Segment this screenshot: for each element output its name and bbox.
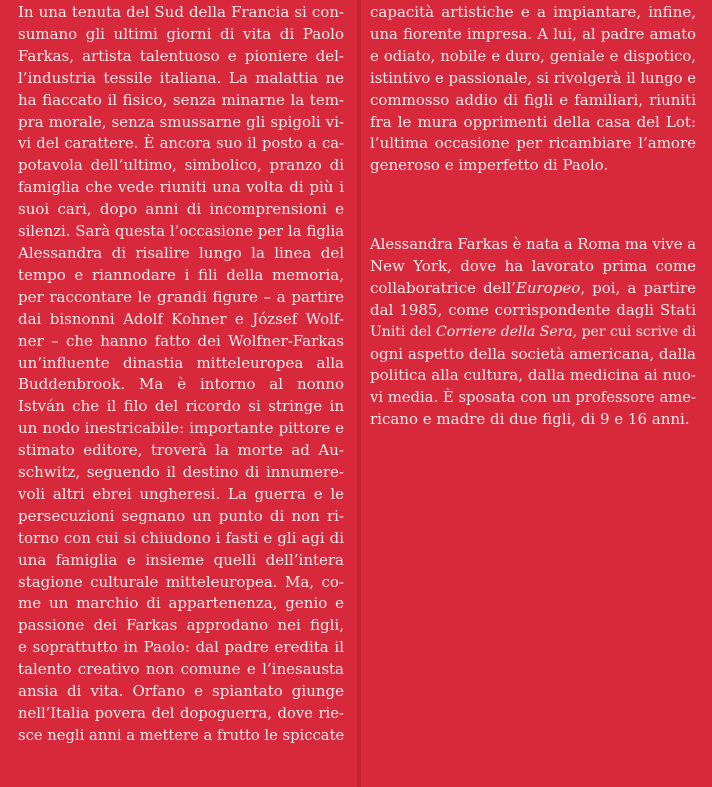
synopsis-line: potavola dell’ultimo, simbolico, pranzo di (18, 156, 344, 175)
author-bio-line: New York, dove ha lavorato prima come (370, 256, 696, 275)
synopsis-line: schwitz, seguendo il destino di innumere- (18, 463, 344, 482)
synopsis-line: pra morale, senza smussarne gli spigoli vi- (18, 112, 344, 131)
author-bio-line: dal 1985, come corrispondente dagli Stati (370, 300, 696, 319)
synopsis-line: ansia di vita. Orfano e spiantato giunge (18, 682, 344, 701)
author-bio-line: ricano e madre di due figli, di 9 e 16 anni. (370, 410, 690, 429)
synopsis-line: un’influente dinastia mitteleuropea alla (18, 353, 344, 372)
synopsis-line: una fiorente impresa. A lui, al padre amato (370, 25, 696, 43)
synopsis-line: famiglia che vede riuniti una volta di più i (18, 178, 344, 197)
synopsis-line: ner – che hanno fatto dei Wolfner-Farkas (18, 331, 344, 350)
synopsis-line: dai bisnonni Adolf Kohner e József Wolf- (18, 309, 344, 328)
synopsis-line: suoi cari, dopo anni di incomprensioni e (18, 200, 344, 219)
synopsis-line: vi del carattere. È ancora suo il posto a ca- (18, 135, 344, 153)
synopsis-line: torno con cui si chiudono i fasti e gli agi di (18, 528, 344, 547)
newspaper-title: Corriere della Sera (436, 323, 573, 340)
synopsis-line: stimato editore, troverà la morte ad Au- (18, 441, 344, 460)
synopsis-line: e soprattutto in Paolo: dal padre eredita il (18, 638, 344, 657)
synopsis-line: per raccontare le grandi figure – a partire (18, 287, 344, 306)
synopsis-line: commosso addio di figli e familiari, riuniti (370, 90, 696, 109)
synopsis-line: Farkas, artista talentuoso e pioniere del- (18, 46, 344, 65)
synopsis-column-left (18, 2, 344, 747)
synopsis-line: silenzi. Sarà questa l’occasione per la figlia (18, 223, 344, 241)
synopsis-line: me un marchio di appartenenza, genio e (18, 594, 344, 613)
author-bio-line: ogni aspetto della società americana, dalla (370, 344, 696, 363)
synopsis-line: István che il filo del ricordo si stringe in (18, 397, 344, 416)
synopsis-line: Buddenbrook. Ma è intorno al nonno (18, 375, 344, 394)
synopsis-line: generoso e imperfetto di Paolo. (370, 156, 609, 175)
column-divider (357, 0, 361, 787)
author-bio-line: vi media. È sposata con un professore ame- (370, 389, 696, 407)
synopsis-line: Alessandra di risalire lungo la linea del (18, 243, 344, 262)
synopsis-line: l’industria tessile italiana. La malattia ne (18, 68, 344, 87)
synopsis-line: voli altri ebrei ungheresi. La guerra e le (18, 484, 344, 503)
author-bio-line (370, 278, 696, 300)
author-bio-text: Uniti del (370, 323, 437, 340)
synopsis-column-right (370, 2, 696, 177)
synopsis-line: sumano gli ultimi giorni di vita di Paolo (18, 24, 344, 43)
synopsis-line: capacità artistiche e a impiantare, infine, (370, 3, 696, 21)
synopsis-line: ha fiaccato il fisico, senza minarne la tem- (18, 90, 344, 109)
author-bio-text: collaboratrice dell’ (370, 278, 516, 297)
synopsis-line: una famiglia e insieme quelli dell’intera (18, 550, 344, 569)
author-bio-line: politica alla cultura, dalla medicina ai nuo- (370, 366, 696, 385)
synopsis-line: talento creativo non comune e l’inesausta (18, 660, 344, 679)
synopsis-line: In una tenuta del Sud della Francia si con- (18, 3, 344, 21)
magazine-title: Europeo (515, 278, 581, 297)
synopsis-line: nell’Italia povera del dopoguerra, dove rie- (18, 705, 344, 722)
synopsis-line: istintivo e passionale, si rivolgerà il lungo e (370, 69, 696, 87)
synopsis-line: stagione culturale mitteleuropea. Ma, co- (18, 572, 344, 591)
author-bio-line: Alessandra Farkas è nata a Roma ma vive a (370, 236, 696, 253)
synopsis-line: tempo e riannodare i fili della memoria, (18, 265, 344, 284)
synopsis-line: sce negli anni a mettere a frutto le spiccate (18, 726, 345, 744)
synopsis-line: passione dei Farkas approdano nei figli, (18, 616, 344, 635)
author-bio-line (370, 322, 696, 344)
synopsis-line: persecuzioni segnano un punto di non ri- (18, 506, 344, 525)
author-bio (370, 234, 696, 431)
synopsis-line: e odiato, nobile e duro, geniale e dispotico, (370, 47, 696, 65)
author-bio-text: , poi, a partire (580, 278, 696, 297)
synopsis-line: un nodo inestricabile: importante pittore e (18, 419, 344, 438)
synopsis-line: l’ultima occasione per ricambiare l’amore (370, 134, 696, 153)
synopsis-line: fra le mura opprimenti della casa del Lot: (370, 112, 696, 131)
author-bio-text: , per cui scrive di (572, 323, 697, 340)
